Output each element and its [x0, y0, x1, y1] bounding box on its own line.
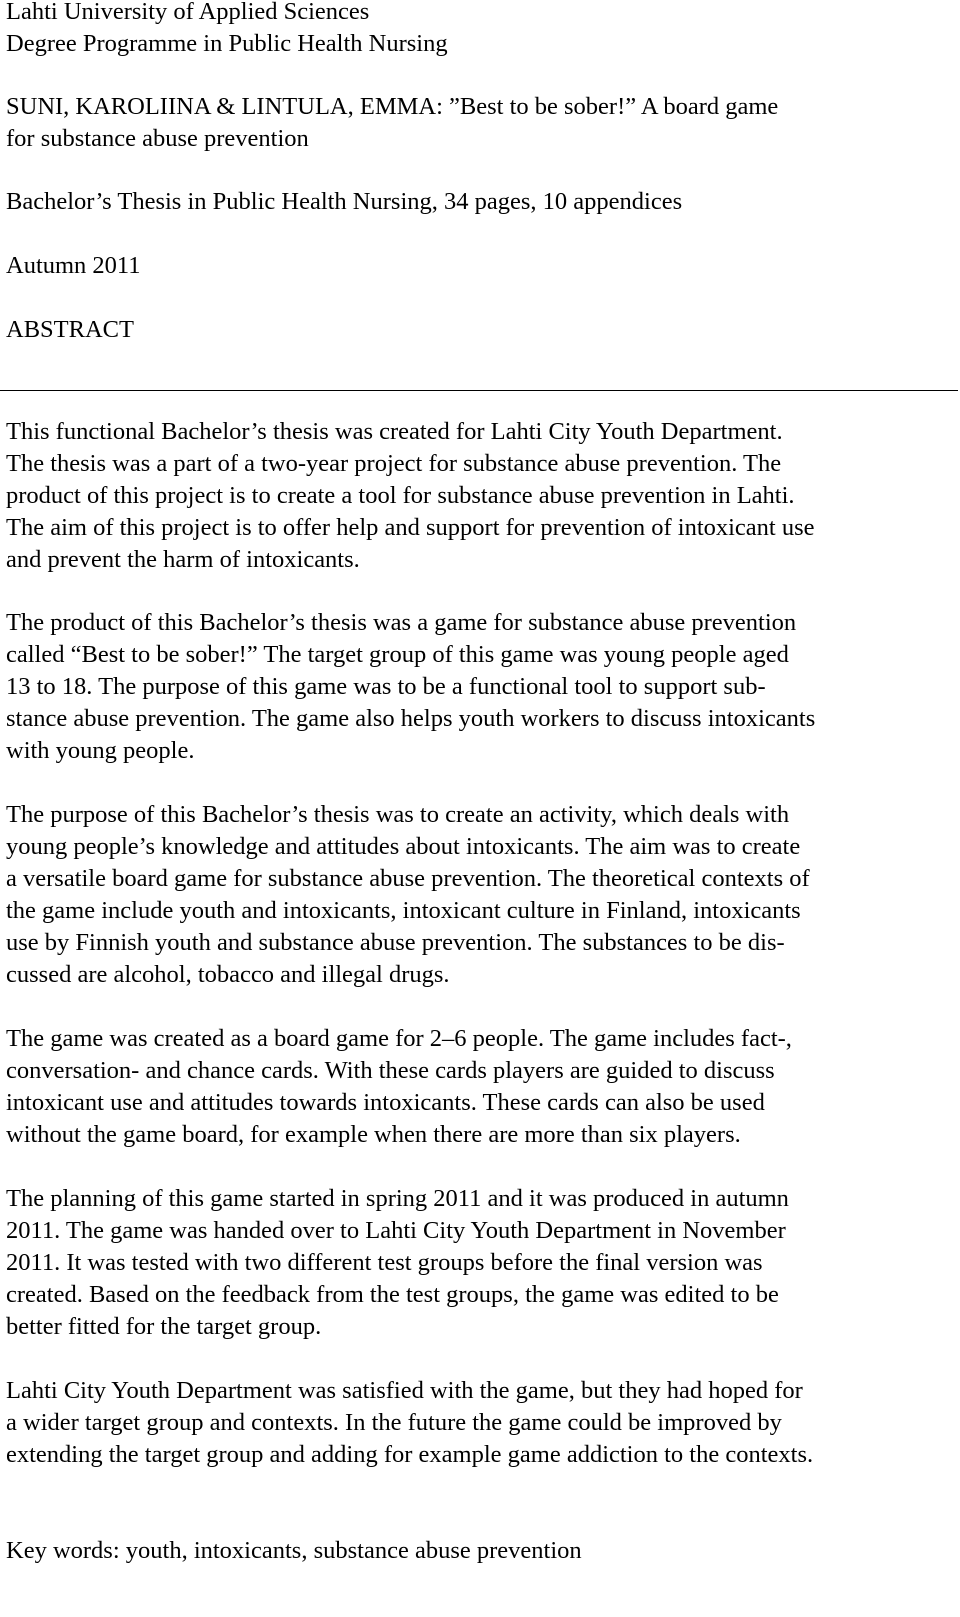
text-line: better fitted for the target group. — [6, 1313, 322, 1340]
text-line: The thesis was a part of a two-year project for substance abuse prevention. The — [6, 450, 782, 477]
text-line: 13 to 18. The purpose of this game was to be a functional tool to support sub- — [6, 673, 766, 700]
institution-line: Lahti University of Applied Sciences — [6, 0, 370, 25]
text-line: stance abuse prevention. The game also helps youth workers to discuss intoxicants — [6, 705, 816, 732]
text-line: The product of this Bachelor’s thesis was a game for substance abuse prevention — [6, 609, 797, 636]
text-line: The game was created as a board game for 2–6 people. The game includes fact-, — [6, 1025, 792, 1052]
horizontal-rule — [0, 390, 958, 391]
text-line: a versatile board game for substance abuse prevention. The theoretical contexts of — [6, 865, 810, 892]
text-line: The aim of this project is to offer help and support for prevention of intoxicant use — [6, 514, 815, 541]
term: Autumn 2011 — [6, 252, 141, 279]
text-line: The purpose of this Bachelor’s thesis was to create an activity, which deals with — [6, 801, 790, 828]
programme-line: Degree Programme in Public Health Nursing — [6, 30, 448, 57]
text-line: 2011. It was tested with two different test groups before the final version was — [6, 1249, 763, 1276]
title-line-2: for substance abuse prevention — [6, 125, 309, 152]
text-line: The planning of this game started in spring 2011 and it was produced in autumn — [6, 1185, 789, 1212]
text-line: called “Best to be sober!” The target group of this game was young people aged — [6, 641, 789, 668]
text-line: created. Based on the feedback from the test groups, the game was edited to be — [6, 1281, 779, 1308]
thesis-info: Bachelor’s Thesis in Public Health Nursing, 34 pages, 10 appendices — [6, 188, 683, 215]
text-line: This functional Bachelor’s thesis was created for Lahti City Youth Department. — [6, 418, 783, 445]
text-line: product of this project is to create a tool for substance abuse prevention in Lahti. — [6, 482, 795, 509]
text-line: a wider target group and contexts. In the future the game could be improved by — [6, 1409, 782, 1436]
abstract-heading: ABSTRACT — [6, 316, 134, 343]
text-line: without the game board, for example when there are more than six players. — [6, 1121, 741, 1148]
text-line: cussed are alcohol, tobacco and illegal drugs. — [6, 961, 450, 988]
text-line: extending the target group and adding for example game addiction to the contexts. — [6, 1441, 814, 1468]
title-line-1: SUNI, KAROLIINA & LINTULA, EMMA: ”Best to be sober!” A board game — [6, 93, 779, 120]
text-line: young people’s knowledge and attitudes about intoxicants. The aim was to create — [6, 833, 801, 860]
text-line: use by Finnish youth and substance abuse prevention. The substances to be dis- — [6, 929, 785, 956]
text-line: with young people. — [6, 737, 195, 764]
text-line: intoxicant use and attitudes towards intoxicants. These cards can also be used — [6, 1089, 765, 1116]
keywords: Key words: youth, intoxicants, substance abuse prevention — [6, 1537, 582, 1564]
text-line: the game include youth and intoxicants, intoxicant culture in Finland, intoxicants — [6, 897, 801, 924]
text-line: and prevent the harm of intoxicants. — [6, 546, 360, 573]
text-line: 2011. The game was handed over to Lahti City Youth Department in November — [6, 1217, 786, 1244]
text-line: conversation- and chance cards. With these cards players are guided to discuss — [6, 1057, 775, 1084]
text-line: Lahti City Youth Department was satisfied with the game, but they had hoped for — [6, 1377, 803, 1404]
